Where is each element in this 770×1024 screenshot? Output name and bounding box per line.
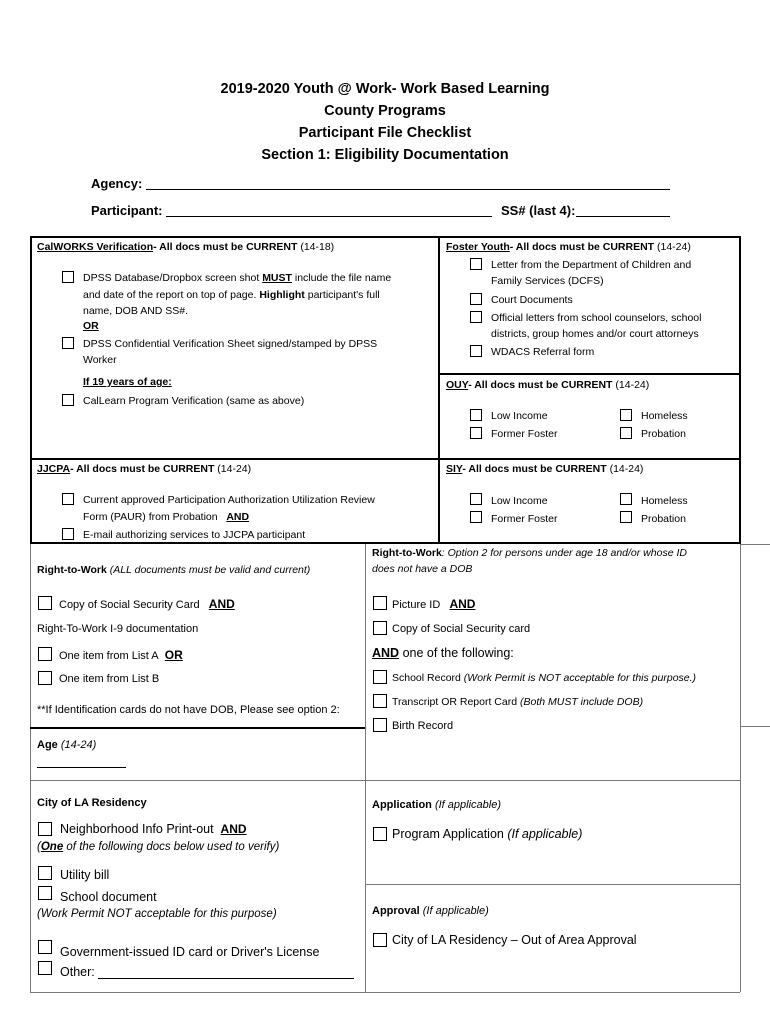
calworks-item2-line1: DPSS Confidential Verification Sheet signed/stamped by DPSS — [83, 338, 378, 350]
rtw-picture-id-checkbox[interactable] — [373, 596, 387, 610]
siy-probation-checkbox[interactable] — [620, 511, 632, 523]
residency-heading: City of LA Residency — [37, 797, 147, 809]
approval-checkbox[interactable] — [373, 933, 387, 947]
ouy-probation-checkbox[interactable] — [620, 427, 632, 439]
residency-school-checkbox[interactable] — [38, 886, 52, 900]
lower-grid-row3-right — [365, 884, 740, 885]
rtw-right-subtitle-2: does not have a DOB — [372, 563, 473, 575]
residency-item3-note: (Work Permit NOT acceptable for this purpose) — [37, 908, 277, 920]
grid-divider-ouy — [438, 373, 741, 375]
residency-following: (One of the following docs below used to verify) — [37, 841, 280, 853]
foster-item3-line1: Official letters from school counselors, school — [491, 312, 702, 324]
siy-homeless: Homeless — [641, 495, 688, 507]
residency-item2: Utility bill — [60, 868, 110, 882]
ouy-heading: OUY- All docs must be CURRENT (14-24) — [446, 379, 650, 391]
ss-field[interactable] — [576, 216, 670, 217]
ouy-probation: Probation — [641, 428, 686, 440]
siy-low-income-checkbox[interactable] — [470, 493, 482, 505]
lower-grid-bottom — [30, 992, 740, 993]
participant-label: Participant: — [91, 203, 163, 218]
foster-wdacs-checkbox[interactable] — [470, 345, 482, 357]
calworks-dpss-checkbox[interactable] — [62, 271, 74, 283]
ouy-low-income: Low Income — [491, 410, 548, 422]
rtw-ssc2-checkbox[interactable] — [373, 621, 387, 635]
siy-former-foster-checkbox[interactable] — [470, 511, 482, 523]
calworks-callearn-checkbox[interactable] — [62, 394, 74, 406]
foster-item1-line2: Family Services (DCFS) — [491, 275, 604, 287]
foster-item1-line1: Letter from the Department of Children and — [491, 259, 692, 271]
rtw-school-record-checkbox[interactable] — [373, 670, 387, 684]
residency-other-field[interactable] — [98, 978, 354, 979]
foster-item4: WDACS Referral form — [491, 346, 595, 358]
rtw-right-following: AND one of the following: — [372, 646, 514, 660]
residency-govid-checkbox[interactable] — [38, 940, 52, 954]
rtw-note: **If Identification cards do not have DOB, Please see option 2: — [37, 704, 340, 716]
foster-dcfs-checkbox[interactable] — [470, 258, 482, 270]
margin-line-top — [741, 544, 770, 545]
rtw-right-heading: Right-to-Work: Option 2 for persons under age 18 and/or whose ID — [372, 547, 687, 559]
residency-item1: Neighborhood Info Print-out AND — [60, 822, 247, 836]
ouy-former-foster-checkbox[interactable] — [470, 427, 482, 439]
siy-low-income: Low Income — [491, 495, 548, 507]
rtw-right-item5: Birth Record — [392, 720, 454, 732]
residency-other-checkbox[interactable] — [38, 961, 52, 975]
calworks-or: OR — [83, 320, 99, 332]
title-line-1: 2019-2020 Youth @ Work- Work Based Learning — [220, 81, 550, 97]
jjcpa-email-checkbox[interactable] — [62, 528, 74, 540]
ss-label: SS# (last 4): — [501, 203, 576, 218]
calworks-item3: CalLearn Program Verification (same as above) — [83, 395, 305, 407]
foster-item2: Court Documents — [491, 294, 573, 306]
rtw-item3: One item from List B — [59, 673, 160, 685]
age-heading: Age (14-24) — [37, 739, 97, 751]
title-line-2: County Programs — [324, 103, 446, 119]
grid-divider-v — [438, 236, 440, 544]
jjcpa-heading: JJCPA- All docs must be CURRENT (14-24) — [37, 463, 252, 475]
rtw-ssc-checkbox[interactable] — [38, 596, 52, 610]
residency-item3: School document — [60, 890, 157, 904]
lower-grid-right — [740, 544, 741, 992]
rtw-right-item3: School Record (Work Permit is NOT acceptable for this purpose.) — [392, 672, 697, 684]
margin-line-mid — [741, 726, 770, 727]
ouy-former-foster: Former Foster — [491, 428, 558, 440]
approval-item1: City of LA Residency – Out of Area Approval — [392, 933, 637, 947]
rtw-left-heading: Right-to-Work (ALL documents must be valid and current) — [37, 564, 311, 576]
siy-former-foster: Former Foster — [491, 513, 558, 525]
rtw-right-item4: Transcript OR Report Card (Both MUST include DOB) — [392, 696, 644, 708]
calworks-verification-sheet-checkbox[interactable] — [62, 337, 74, 349]
siy-heading: SIY- All docs must be CURRENT (14-24) — [446, 463, 644, 475]
siy-homeless-checkbox[interactable] — [620, 493, 632, 505]
lower-grid-left — [30, 544, 31, 992]
rtw-list-a-checkbox[interactable] — [38, 647, 52, 661]
title-line-4: Section 1: Eligibility Documentation — [261, 147, 509, 163]
ouy-homeless-checkbox[interactable] — [620, 409, 632, 421]
rtw-item1: Copy of Social Security Card AND — [59, 597, 235, 611]
agency-field[interactable] — [146, 189, 670, 190]
residency-neighborhood-checkbox[interactable] — [38, 822, 52, 836]
foster-letters-checkbox[interactable] — [470, 311, 482, 323]
jjcpa-item2: E-mail authorizing services to JJCPA participant — [83, 529, 306, 541]
siy-probation: Probation — [641, 513, 686, 525]
grid-divider-h — [30, 458, 741, 460]
jjcpa-paur-checkbox[interactable] — [62, 493, 74, 505]
residency-item4: Government-issued ID card or Driver's License — [60, 945, 320, 959]
ouy-homeless: Homeless — [641, 410, 688, 422]
calworks-item1-line3: name, DOB AND SS#. — [83, 305, 189, 317]
foster-item3-line2: districts, group homes and/or court attorneys — [491, 328, 699, 340]
jjcpa-item1-line1: Current approved Participation Authorization Utilization Review — [83, 494, 375, 506]
foster-court-checkbox[interactable] — [470, 293, 482, 305]
ouy-low-income-checkbox[interactable] — [470, 409, 482, 421]
rtw-i9: Right-To-Work I-9 documentation — [37, 623, 199, 635]
lower-grid-middle — [365, 544, 366, 992]
rtw-right-item1: Picture ID AND — [392, 597, 476, 611]
calworks-item2-line2: Worker — [83, 354, 117, 366]
calworks-item1-line2: and date of the report on top of page. Highlight participant's full — [83, 289, 380, 301]
jjcpa-item1-line2: Form (PAUR) from Probation AND — [83, 511, 250, 523]
application-heading: Application (If applicable) — [372, 799, 501, 811]
residency-utility-checkbox[interactable] — [38, 866, 52, 880]
application-item1: Program Application (If applicable) — [392, 827, 583, 841]
application-checkbox[interactable] — [373, 827, 387, 841]
rtw-item2: One item from List A OR — [59, 648, 183, 662]
agency-label: Agency: — [91, 176, 143, 191]
foster-heading: Foster Youth- All docs must be CURRENT (14-24) — [446, 241, 691, 253]
lower-grid-row2 — [30, 780, 740, 781]
calworks-heading: CalWORKS Verification- All docs must be CURRENT (14-18) — [37, 241, 335, 253]
calworks-if19: If 19 years of age: — [83, 376, 172, 388]
age-field[interactable] — [37, 767, 126, 768]
rtw-list-b-checkbox[interactable] — [38, 671, 52, 685]
age-divider — [30, 727, 365, 729]
residency-item5: Other: — [60, 965, 95, 979]
rtw-transcript-checkbox[interactable] — [373, 694, 387, 708]
participant-field[interactable] — [166, 216, 492, 217]
approval-heading: Approval (If applicable) — [372, 905, 489, 917]
calworks-item1-line1: DPSS Database/Dropbox screen shot MUST include the file name — [83, 272, 392, 284]
title-line-3: Participant File Checklist — [298, 125, 472, 141]
rtw-right-item2: Copy of Social Security card — [392, 623, 531, 635]
rtw-birth-record-checkbox[interactable] — [373, 718, 387, 732]
